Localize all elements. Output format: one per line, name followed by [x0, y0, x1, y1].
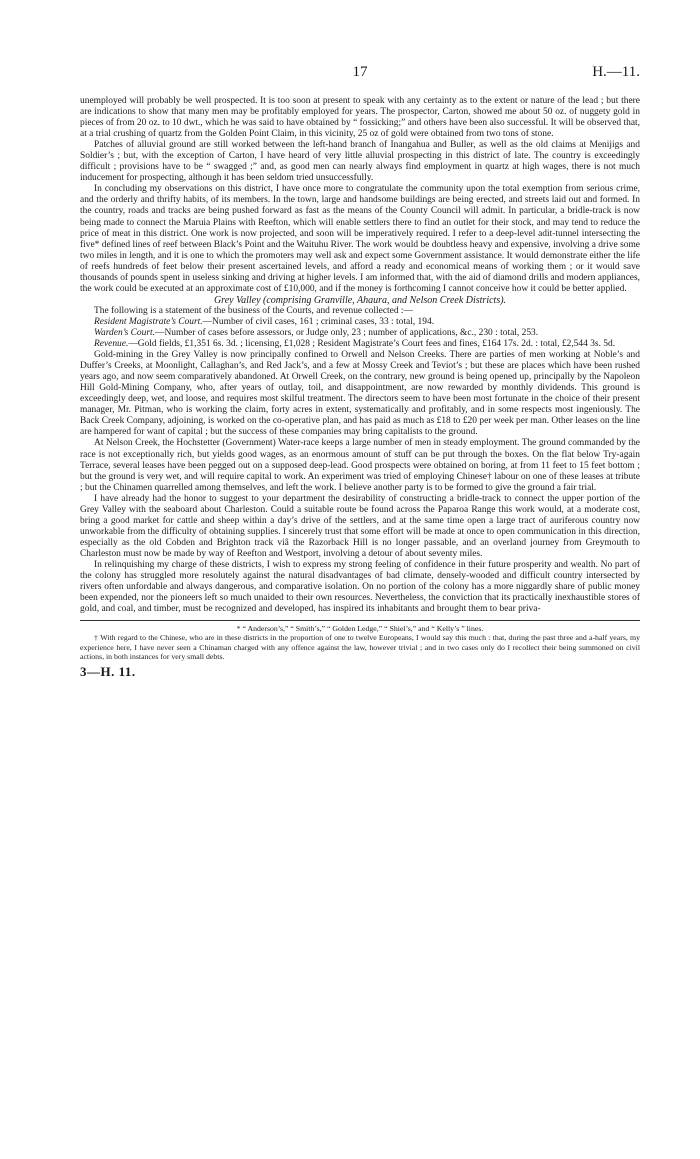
statement-intro: The following is a statement of the business of the Courts, and revenue collected :—	[94, 305, 413, 316]
court-text: —Number of cases before assessors, or Judge only, 23 ; number of applications, &c., 230 : total, 253.	[155, 327, 539, 338]
court-text: —Gold fields, £1,351 6s. 3d. ; licensing, £1,028 ; Resident Magistrate’s Court fees and fines, £164 17s. 2d. : total, £2,544 3s. 5d.	[128, 339, 616, 350]
paragraph: I have already had the honor to suggest to your department the desirability of constructing a bridle-track to connect the upper portion of the Grey Valley with the seaboard about Charleston. Could a suitable route be found across the Paparoa Range this work would, at a moderate cost, bring a good market for cattle and sheep within a day’s drive of the settlers, and at the same time open a large tract of auriferous country now unworkable from the difficulty of obtaining supplies. I sincerely trust that some effort will be made at once to open communication in this direction, especially as the old Cobden and Brighton track viâ the Razorback Hill is no longer passable, and an overland journey from Greymouth to Charleston must now be made by way of Reefton and Westport, involving a detour of about seventy miles.	[80, 493, 640, 559]
paragraph: In relinquishing my charge of these districts, I wish to express my strong feeling of confidence in their future prosperity and wealth. No part of the colony has struggled more resolutely against the natural disadvantages of bad climate, densely-wooded and difficult country intersected by rivers often unfordable and always dangerous, and comparative isolation. On no portion of the colony has a more niggardly share of public money been expended, nor the pioneers left so much unaided to their own resources. Nevertheless, the conviction that its practically inexhaustible stores of gold, and coal, and timber, must be recognized and developed, has inspired its inhabitants and brought them to bear priva-	[80, 559, 640, 615]
page-number: 17	[352, 64, 368, 80]
court-entry	[80, 339, 640, 350]
paragraph: Patches of alluvial ground are still worked between the left-hand branch of Inangahua and Buller, as well as the old claims at Menijigs and Soldier’s ; but, with the exception of Carton, I have heard of very little alluvial prospecting in this district of late. The country is exceedingly difficult ; provisions have to be “ swagged ;” and, as good men can nearly always find employment in quartz at high wages, there is not much inducement for prospecting, although it has been seldom tried unsuccessfully.	[80, 140, 640, 184]
signature-mark: 3—H. 11.	[80, 664, 136, 680]
court-text: —Number of civil cases, 161 ; criminal cases, 33 : total, 194.	[202, 316, 435, 327]
court-label: Warden’s Court.	[94, 327, 156, 338]
paragraph: At Nelson Creek, the Hochstetter (Government) Water-race keeps a large number of men in steady employment. The ground commanded by the race is not exceptionally rich, but yields good wages, as an enormous amount of stuff can be put through the boxes. On the flat below Try-again Terrace, several leases have been pegged out on a supposed deep-lead. Good prospects were obtained on boring, at from 11 feet to 15 feet bottom ; but the ground is very wet, and will require capital to work. An experiment was tried of employing Chinese† labour on one of these leases at tribute ; but the Chinamen quarrelled among themselves, and left the work. I believe another party is to be formed to give the ground a fair trial.	[80, 438, 640, 493]
paragraph: In concluding my observations on this district, I have once more to congratulate the community upon the total exemption from serious crime, and the orderly and thrifty habits, of its members. In the town, large and handsome buildings are being erected, and streets laid out and formed. In the country, roads and tracks are being pushed forward as fast as the means of the County Council will admit. In particular, a bridle-track is now being made to connect the Maruia Plains with Reefton, which will enable settlers there to find an outlet for their stock, and may tend to reduce the price of meat in this district. One work is now projected, and soon will be imperatively required. I refer to a deep-level adit-tunnel intersecting the five* defined lines of reef between Black’s Point and the Waituhu River. The work would be doubtless heavy and expensive, involving a drive some two miles in length, and it is one to which the promoters may well ask and expect some Government assistance. It would demonstrate either the life of reefs hundreds of feet below their present ascertained levels, and afford a ready and economical means of working them ; or it would save thousands of pounds spent in useless sinking and driving at higher levels. I am informed that, with the aid of diamond drills and modern appliances, the work could be executed at an approximate cost of £10,000, and if the money is forthcoming I cannot conceive how it could be better applied.	[80, 184, 640, 294]
page-header	[80, 64, 640, 86]
footnote: * “ Anderson’s,” “ Smith’s,” “ Golden Ledge,” “ Shiel’s,” and “ Kelly’s ” lines.	[236, 624, 484, 634]
court-entry	[80, 317, 640, 328]
paragraph: Gold-mining in the Grey Valley is now principally confined to Orwell and Nelson Creeks. There are parties of men working at Noble’s and Duffer’s Creeks, at Moonlight, Callaghan’s, and Red Jack’s, and a few at Mossy Creek and Teviot’s ; but these are places which have been rushed years ago, and now seem comparatively abandoned. At Orwell Creek, on the contrary, new ground is being opened up, principally by the Napoleon Hill Gold-Mining Company, who, after years of outlay, toil, and disappointment, are now rewarded by monthly dividends. This ground is exceedingly deep, wet, and loose, and requires most skilful treatment. The directors seem to have been most fortunate in the choice of their present manager, Mr. Pitman, who is working the claim, forty acres in extent, systematically and profitably, and in some respects most ingeniously. The Back Creek Company, adjoining, is worked on the co-operative plan, and has paid as much as £18 to £20 per week per man. Other leases on the line are hampered for want of capital ; but the success of these companies may bring capitalists to the ground.	[80, 350, 640, 438]
court-entry	[80, 328, 640, 339]
section-title: Grey Valley (comprising Granville, Ahaura, and Nelson Creek Districts).	[213, 294, 507, 306]
paragraph: unemployed will probably be well prospected. It is too soon at present to speak with any certainty as to the extent or nature of the lead ; but there are indications to show that many men may be profitably employed for years. The prospector, Carton, showed me about 50 oz. of nuggety gold in pieces of from 20 oz. to 10 dwt., which he was said to have obtained by “ fossicking;” and others have been also successful. It will be observed that, at a trial crushing of quartz from the Golden Point Claim, in this vicinity, 25 oz of gold were obtained from two tons of stone.	[80, 96, 640, 140]
document-reference: H.—11.	[592, 64, 640, 80]
court-label: Resident Magistrate’s Court.	[94, 316, 203, 327]
document-body	[80, 96, 640, 615]
court-label: Revenue.	[94, 339, 129, 350]
footnote: † With regard to the Chinese, who are in these districts in the proportion of one to twelve Europeans, I would say this much : that, during the past three and a-half years, my experience here, I have never seen a Chinaman charged with any offence against the law, however trivial ; and in two cases only do I recollect their being summoned on civil actions, in both instances for very small debts.	[80, 633, 640, 661]
document-page	[80, 64, 640, 680]
footnote-divider	[80, 620, 640, 621]
footnotes	[80, 624, 640, 661]
